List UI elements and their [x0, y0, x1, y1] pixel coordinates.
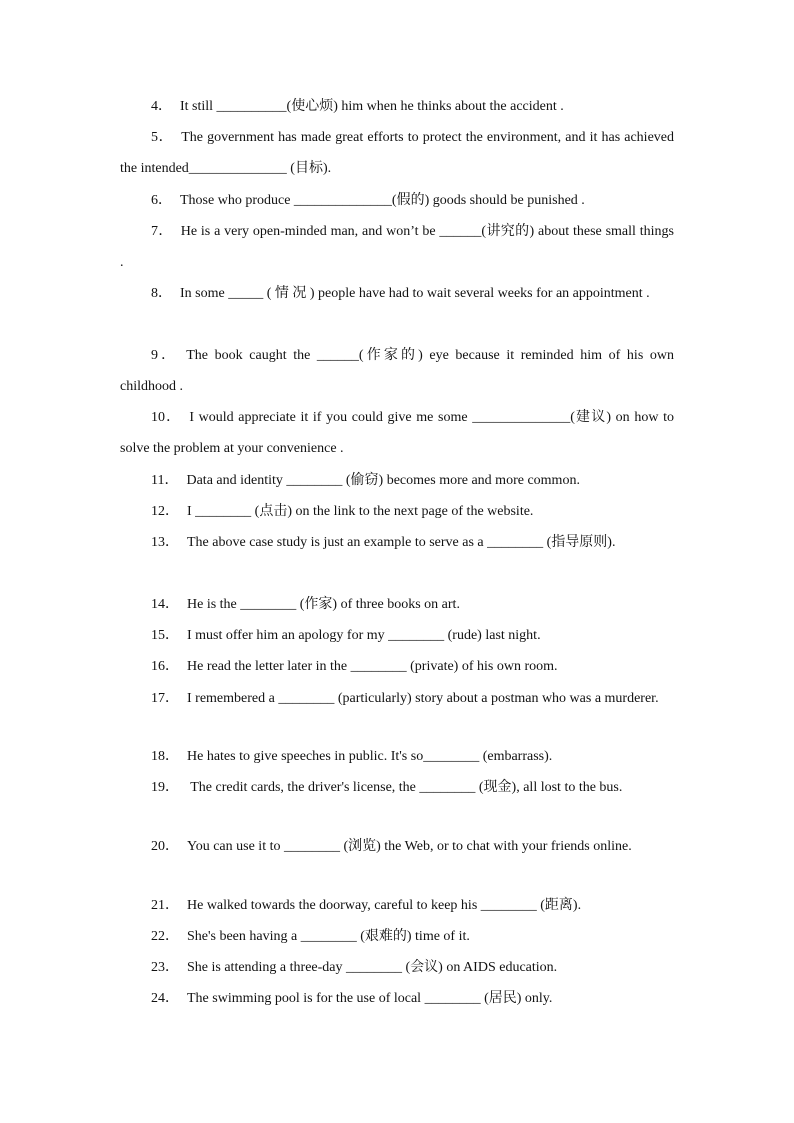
exercise-text: The above case study is just an example to serve as a ________ (指导原则). — [187, 535, 616, 550]
exercise-text: Data and identity ________ (偷窃) becomes more and more common. — [186, 473, 580, 488]
exercise-item — [120, 91, 674, 122]
exercise-number: 13． — [151, 535, 179, 550]
exercise-item — [120, 465, 674, 496]
exercise-number: 8． — [151, 286, 172, 301]
exercise-number: 24． — [151, 991, 179, 1006]
exercise-number: 18． — [151, 749, 179, 764]
exercise-text: The government has made great efforts to protect the environment, and it has achieved the intended______________ (目标). — [120, 130, 675, 176]
exercise-item — [120, 831, 674, 862]
exercise-text: I ________ (点击) on the link to the next page of the website. — [187, 504, 534, 519]
exercise-number: 20． — [151, 839, 179, 854]
exercise-text: She's been having a ________ (艰难的) time of it. — [187, 929, 470, 944]
exercise-number: 10． — [151, 410, 182, 425]
exercise-item — [120, 402, 674, 464]
exercise-number: 23． — [151, 960, 179, 975]
exercise-text: I remembered a ________ (particularly) story about a postman who was a murderer. — [187, 691, 659, 706]
exercise-text: You can use it to ________ (浏览) the Web, or to chat with your friends online. — [187, 839, 632, 854]
exercise-number: 11． — [151, 473, 179, 488]
exercise-number: 7． — [151, 224, 173, 239]
exercise-item — [120, 216, 674, 278]
exercise-text: I must offer him an apology for my ________ (rude) last night. — [187, 628, 541, 643]
exercise-item — [120, 983, 674, 1014]
exercise-number: 6． — [151, 193, 172, 208]
exercise-text: The credit cards, the driver's license, the ________ (现金), all lost to the bus. — [187, 780, 623, 795]
exercise-item — [120, 122, 674, 184]
exercise-item — [120, 651, 674, 682]
exercise-item — [120, 683, 674, 714]
exercise-text: He hates to give speeches in public. It's so________ (embarrass). — [187, 749, 553, 764]
exercise-text: The book caught the ______(作家的) eye because it reminded him of his own childhood . — [120, 348, 675, 394]
exercise-item — [120, 620, 674, 651]
exercise-text: In some _____ ( 情 况 ) people have had to wait several weeks for an appointment . — [180, 286, 650, 301]
exercise-item — [120, 185, 674, 216]
exercise-number: 4． — [151, 99, 172, 114]
exercise-text: The swimming pool is for the use of local ________ (居民) only. — [187, 991, 553, 1006]
exercise-number: 19． — [151, 780, 179, 795]
exercise-item — [120, 890, 674, 921]
exercise-item — [120, 921, 674, 952]
exercise-item — [120, 772, 674, 803]
exercise-text: It still __________(使心烦) him when he thinks about the accident . — [180, 99, 564, 114]
exercise-item — [120, 496, 674, 527]
exercise-text: I would appreciate it if you could give me some ______________(建议) on how to solve the problem at your convenience . — [120, 410, 674, 456]
exercise-item — [120, 952, 674, 983]
exercise-item — [120, 340, 674, 402]
exercise-number: 21． — [151, 898, 179, 913]
exercise-text: She is attending a three-day ________ (会议) on AIDS education. — [187, 960, 558, 975]
exercise-text: He read the letter later in the ________ (private) of his own room. — [187, 659, 558, 674]
exercise-text: He is the ________ (作家) of three books on art. — [187, 597, 460, 612]
exercise-number: 22． — [151, 929, 179, 944]
exercise-text: He is a very open-minded man, and won’t be ______(讲究的) about these small things . — [120, 224, 674, 270]
exercise-item — [120, 589, 674, 620]
exercise-text: He walked towards the doorway, careful to keep his ________ (距离). — [187, 898, 582, 913]
exercise-number: 16． — [151, 659, 179, 674]
exercise-number: 5． — [151, 130, 174, 145]
exercise-number: 17． — [151, 691, 179, 706]
exercise-number: 12． — [151, 504, 179, 519]
exercise-item — [120, 278, 674, 309]
exercise-number: 14． — [151, 597, 179, 612]
exercise-item — [120, 527, 674, 558]
exercise-item — [120, 741, 674, 772]
exercise-number: 15． — [151, 628, 179, 643]
exercise-text: Those who produce ______________(假的) goods should be punished . — [180, 193, 585, 208]
exercise-number: 9． — [151, 348, 179, 363]
